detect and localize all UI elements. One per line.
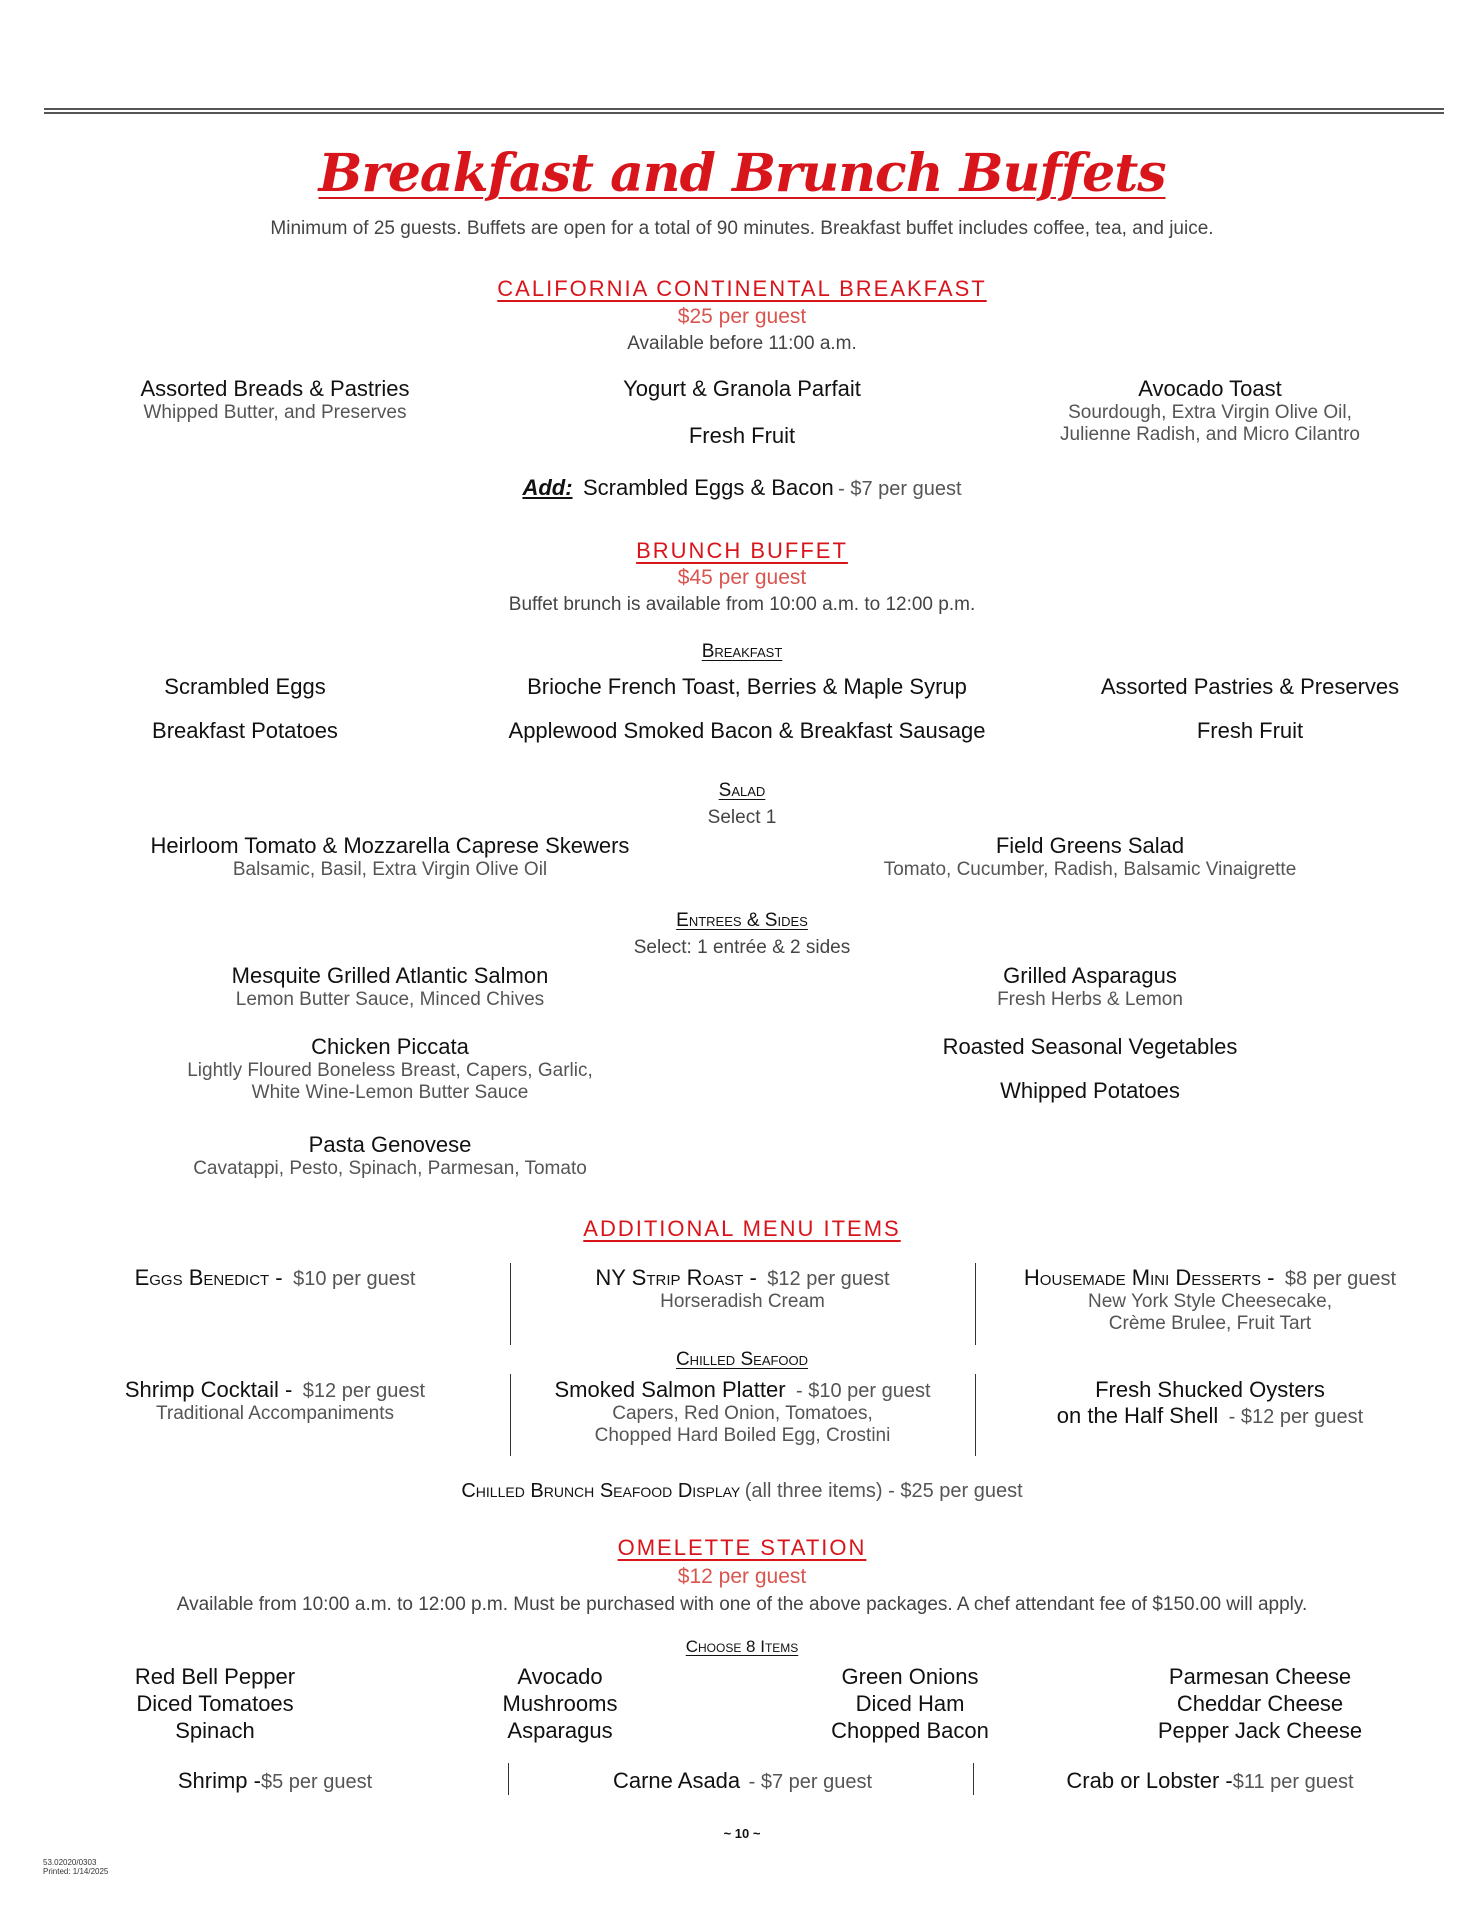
item-name: Yogurt & Granola Parfait xyxy=(623,376,861,401)
entree-pasta xyxy=(140,1132,640,1180)
item-price: $12 per guest xyxy=(302,1380,426,1402)
brunch-item-fresh-fruit: Fresh Fruit xyxy=(1196,718,1304,743)
brunch-item-potatoes: Breakfast Potatoes xyxy=(152,718,338,743)
item-price: $10 per guest xyxy=(293,1268,416,1290)
add-price: - $7 per guest xyxy=(838,478,962,500)
item-name: Smoked Salmon Platter xyxy=(554,1377,786,1402)
omelette-column-1 xyxy=(80,1663,350,1744)
side-asparagus xyxy=(850,963,1330,1011)
omelette-column-2 xyxy=(430,1663,690,1744)
item-name: Assorted Breads & Pastries xyxy=(140,376,410,401)
item-name: Chicken Piccata xyxy=(311,1034,469,1059)
brunch-item-scrambled-eggs: Scrambled Eggs xyxy=(164,674,326,699)
additional-ny-strip xyxy=(520,1265,965,1313)
side-potatoes: Whipped Potatoes xyxy=(1000,1078,1180,1103)
item-desc: Crème Brulee, Fruit Tart xyxy=(1108,1313,1312,1334)
omelette-item: Pepper Jack Cheese xyxy=(1157,1718,1363,1743)
seafood-shrimp-cocktail xyxy=(80,1377,470,1425)
item-desc: Capers, Red Onion, Tomatoes, xyxy=(612,1403,873,1424)
brunch-heading: BRUNCH BUFFET xyxy=(636,538,848,563)
item-desc: Cavatappi, Pesto, Spinach, Parmesan, Tomato xyxy=(193,1158,587,1179)
item-name: NY Strip Roast - xyxy=(595,1265,757,1290)
omelette-item: Avocado xyxy=(517,1664,603,1689)
entree-chicken-piccata xyxy=(140,1034,640,1104)
item-desc: Balsamic, Basil, Extra Virgin Olive Oil xyxy=(232,859,548,880)
footer-code: 53.02020/0303 xyxy=(43,1858,97,1867)
add-label: Add: xyxy=(522,475,573,500)
continental-item-parfait xyxy=(542,376,942,402)
brunch-item-bacon-sausage: Applewood Smoked Bacon & Breakfast Sausage xyxy=(508,718,986,743)
item-price: $12 per guest xyxy=(767,1268,890,1290)
item-name: on the Half Shell xyxy=(1056,1403,1219,1428)
omelette-price: $12 per guest xyxy=(677,1565,807,1588)
item-desc: Sourdough, Extra Virgin Olive Oil, xyxy=(1068,402,1352,423)
seafood-display xyxy=(0,1480,1484,1503)
continental-heading: CALIFORNIA CONTINENTAL BREAKFAST xyxy=(497,276,987,301)
item-name: Avocado Toast xyxy=(1138,376,1282,401)
salad-caprese xyxy=(90,833,690,881)
entrees-subheading: Entrees & Sides xyxy=(676,910,808,931)
omelette-item: Red Bell Pepper xyxy=(134,1664,296,1689)
omelette-item: Cheddar Cheese xyxy=(1176,1691,1344,1716)
item-desc: Lightly Floured Boneless Breast, Capers, Garlic, xyxy=(187,1060,593,1081)
addon-name: Shrimp - xyxy=(177,1768,261,1793)
choose-subheading: Choose 8 Items xyxy=(685,1637,799,1656)
omelette-heading: OMELETTE STATION xyxy=(617,1535,867,1560)
salad-select: Select 1 xyxy=(707,807,777,828)
omelette-column-4 xyxy=(1125,1663,1395,1744)
item-desc: Horseradish Cream xyxy=(660,1291,825,1312)
item-name: Eggs Benedict - xyxy=(134,1265,283,1290)
salad-subheading: Salad xyxy=(718,780,766,801)
side-vegetables: Roasted Seasonal Vegetables xyxy=(942,1034,1238,1059)
omelette-item: Parmesan Cheese xyxy=(1168,1664,1352,1689)
item-price: - $12 per guest xyxy=(1228,1406,1364,1428)
item-desc: Whipped Butter, and Preserves xyxy=(143,402,407,423)
continental-add-on xyxy=(0,475,1484,501)
item-note: (all three items) - $25 per guest xyxy=(744,1480,1023,1502)
omelette-note: Available from 10:00 a.m. to 12:00 p.m. Must be purchased with one of the above packages. A chef attendant fee of $150.00 will apply. xyxy=(176,1594,1308,1615)
column-divider xyxy=(510,1263,511,1345)
addon-price: - $7 per guest xyxy=(748,1771,873,1793)
column-divider xyxy=(508,1763,509,1795)
column-divider xyxy=(975,1374,976,1456)
item-desc: New York Style Cheesecake, xyxy=(1088,1291,1332,1312)
intro-text: Minimum of 25 guests. Buffets are open for a total of 90 minutes. Breakfast buffet includes coffee, tea, and juice. xyxy=(270,218,1214,239)
item-desc: Fresh Herbs & Lemon xyxy=(997,989,1183,1010)
entrees-select: Select: 1 entrée & 2 sides xyxy=(633,937,851,958)
salad-field-greens xyxy=(820,833,1360,881)
page-title: Breakfast and Brunch Buffets xyxy=(318,143,1166,204)
item-name: Shrimp Cocktail - xyxy=(124,1377,293,1402)
addon-name: Carne Asada xyxy=(612,1768,741,1793)
item-name: Pasta Genovese xyxy=(308,1132,472,1157)
column-divider xyxy=(973,1763,974,1795)
omelette-item: Spinach xyxy=(175,1718,255,1743)
item-name: Fresh Shucked Oysters xyxy=(1095,1377,1325,1402)
add-item: Scrambled Eggs & Bacon xyxy=(582,475,834,500)
omelette-item: Green Onions xyxy=(841,1664,979,1689)
additional-eggs-benedict xyxy=(80,1265,470,1291)
item-name: Heirloom Tomato & Mozzarella Caprese Skewers xyxy=(150,833,630,858)
item-name: Chilled Brunch Seafood Display xyxy=(461,1480,741,1502)
additional-heading: ADDITIONAL MENU ITEMS xyxy=(583,1216,901,1241)
footer-info xyxy=(43,1858,108,1876)
column-divider xyxy=(975,1263,976,1345)
item-price: - $10 per guest xyxy=(796,1380,931,1402)
addon-price: $5 per guest xyxy=(260,1771,373,1793)
omelette-addon-shrimp xyxy=(80,1768,470,1794)
item-desc: Chopped Hard Boiled Egg, Crostini xyxy=(594,1425,891,1446)
brunch-item-pastries: Assorted Pastries & Preserves xyxy=(1100,674,1400,699)
item-desc: White Wine-Lemon Butter Sauce xyxy=(251,1082,529,1103)
omelette-addon-crab-lobster xyxy=(990,1768,1430,1794)
continental-item-breads xyxy=(80,376,470,424)
omelette-item: Diced Tomatoes xyxy=(136,1691,294,1716)
item-desc: Lemon Butter Sauce, Minced Chives xyxy=(235,989,545,1010)
omelette-item: Chopped Bacon xyxy=(831,1718,989,1743)
item-name: Housemade Mini Desserts - xyxy=(1023,1265,1275,1290)
continental-item-avocado xyxy=(1020,376,1400,446)
page-number: ~ 10 ~ xyxy=(723,1826,761,1841)
item-price: $8 per guest xyxy=(1284,1268,1397,1290)
brunch-availability: Buffet brunch is available from 10:00 a.m. to 12:00 p.m. xyxy=(508,594,976,615)
omelette-column-3 xyxy=(775,1663,1045,1744)
item-name: Grilled Asparagus xyxy=(1003,963,1177,988)
chilled-seafood-subheading: Chilled Seafood xyxy=(675,1349,809,1370)
item-name: Mesquite Grilled Atlantic Salmon xyxy=(231,963,549,988)
item-desc: Tomato, Cucumber, Radish, Balsamic Vinaigrette xyxy=(883,859,1297,880)
item-name: Fresh Fruit xyxy=(688,423,796,448)
seafood-salmon-platter xyxy=(520,1377,965,1447)
omelette-item: Asparagus xyxy=(507,1718,613,1743)
omelette-addon-carne-asada xyxy=(520,1768,965,1794)
brunch-price: $45 per guest xyxy=(677,566,807,589)
entree-salmon xyxy=(140,963,640,1011)
additional-mini-desserts xyxy=(990,1265,1430,1335)
footer-printed: Printed: 1/14/2025 xyxy=(43,1867,109,1876)
omelette-item: Diced Ham xyxy=(855,1691,965,1716)
column-divider xyxy=(510,1374,511,1456)
omelette-item: Mushrooms xyxy=(502,1691,618,1716)
top-rule xyxy=(44,108,1444,114)
item-name: Field Greens Salad xyxy=(995,833,1185,858)
item-desc: Julienne Radish, and Micro Cilantro xyxy=(1060,424,1360,445)
continental-availability: Available before 11:00 a.m. xyxy=(627,333,857,354)
brunch-item-french-toast: Brioche French Toast, Berries & Maple Syrup xyxy=(527,674,967,699)
seafood-oysters xyxy=(990,1377,1430,1429)
breakfast-subheading: Breakfast xyxy=(701,641,783,662)
continental-price: $25 per guest xyxy=(677,305,807,328)
addon-name: Crab or Lobster - xyxy=(1066,1768,1233,1793)
continental-item-fruit xyxy=(542,423,942,449)
addon-price: $11 per guest xyxy=(1232,1771,1354,1793)
item-desc: Traditional Accompaniments xyxy=(156,1403,394,1424)
